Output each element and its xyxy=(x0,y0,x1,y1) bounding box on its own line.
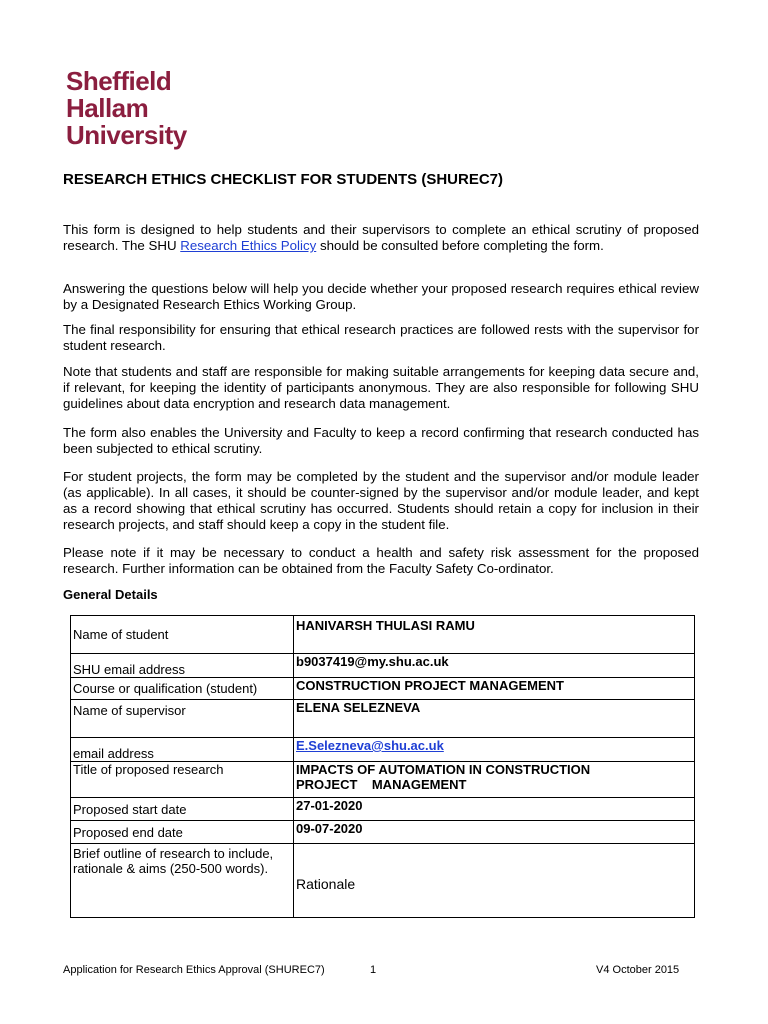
course-value[interactable]: CONSTRUCTION PROJECT MANAGEMENT xyxy=(294,678,695,700)
supervisor-email-label: email address xyxy=(71,738,294,762)
intro-p1-text-before: This form is designed to help students and their supervisors to complete an ethical scrutiny of proposed research. The SHU xyxy=(63,222,699,253)
general-details-table xyxy=(70,615,695,918)
table-row xyxy=(71,678,695,700)
intro-paragraph-1 xyxy=(63,222,699,254)
intro-paragraph-7: Please note if it may be necessary to conduct a health and safety risk assessment for the proposed research. Further information can be obtained from the Faculty Safety Co-ordinator. xyxy=(63,545,699,576)
student-name-label: Name of student xyxy=(71,616,294,654)
intro-paragraph-6: For student projects, the form may be completed by the student and the supervisor and/or module leader (as applicable). In all cases, it should be counter-signed by the supervisor and/or module leader, and kept as a record showing that ethical scrutiny has occurred. Students should retain a copy for inclusion in their research projects, and staff should keep a copy in the student file. xyxy=(63,469,699,532)
start-date-label: Proposed start date xyxy=(71,798,294,821)
table-row xyxy=(71,762,695,798)
intro-paragraph-2: Answering the questions below will help you decide whether your proposed research requires ethical review by a Designated Research Ethics Working Group. xyxy=(63,281,699,312)
course-label: Course or qualification (student) xyxy=(71,678,294,700)
research-title-label: Title of proposed research xyxy=(71,762,294,798)
table-row xyxy=(71,654,695,678)
research-ethics-policy-link[interactable]: Research Ethics Policy xyxy=(180,238,317,253)
student-name-value[interactable]: HANIVARSH THULASI RAMU xyxy=(294,616,695,654)
intro-paragraph-4: Note that students and staff are responsible for making suitable arrangements for keeping data secure and, if relevant, for keeping the identity of participants anonymous. They are also responsible for following SHU guidelines about data encryption and research data management. xyxy=(63,364,699,411)
table-row xyxy=(71,700,695,738)
footer-page-number: 1 xyxy=(370,964,377,976)
outline-label: Brief outline of research to include, rationale & aims (250-500 words). xyxy=(71,844,294,918)
table-row xyxy=(71,616,695,654)
intro-paragraph-5: The form also enables the University and Faculty to keep a record confirming that research conducted has been subjected to ethical scrutiny. xyxy=(63,425,699,456)
table-row xyxy=(71,798,695,821)
end-date-value[interactable]: 09-07-2020 xyxy=(294,821,695,844)
footer-version: V4 October 2015 xyxy=(596,964,680,976)
supervisor-name-value[interactable]: ELENA SELEZNEVA xyxy=(294,700,695,738)
supervisor-email-cell xyxy=(294,738,695,762)
shu-email-value[interactable]: b9037419@my.shu.ac.uk xyxy=(294,654,695,678)
outline-value[interactable]: Rationale xyxy=(294,844,695,918)
university-logo xyxy=(66,68,187,149)
table-row xyxy=(71,844,695,918)
logo-line-1: Sheffield xyxy=(66,66,172,96)
supervisor-name-label: Name of supervisor xyxy=(71,700,294,738)
supervisor-email-link[interactable]: E.Selezneva@shu.ac.uk xyxy=(296,738,444,753)
table-row xyxy=(71,738,695,762)
document-title: RESEARCH ETHICS CHECKLIST FOR STUDENTS (SHUREC7) xyxy=(63,171,504,188)
research-title-line-1: IMPACTS OF AUTOMATION IN CONSTRUCTION xyxy=(296,762,591,777)
research-title-line-2: PROJECT MANAGEMENT xyxy=(296,777,467,792)
footer-form-title: Application for Research Ethics Approval (SHUREC7) xyxy=(63,964,325,976)
end-date-label: Proposed end date xyxy=(71,821,294,844)
general-details-heading: General Details xyxy=(63,587,158,602)
research-title-value[interactable] xyxy=(294,762,695,798)
intro-paragraph-3: The final responsibility for ensuring that ethical research practices are followed rests with the supervisor for student research. xyxy=(63,322,699,353)
intro-p1-text-after: should be consulted before completing the form. xyxy=(316,238,604,253)
logo-line-2: Hallam xyxy=(66,93,149,123)
start-date-value[interactable]: 27-01-2020 xyxy=(294,798,695,821)
table-row xyxy=(71,821,695,844)
logo-line-3: University xyxy=(66,120,187,150)
shu-email-label: SHU email address xyxy=(71,654,294,678)
